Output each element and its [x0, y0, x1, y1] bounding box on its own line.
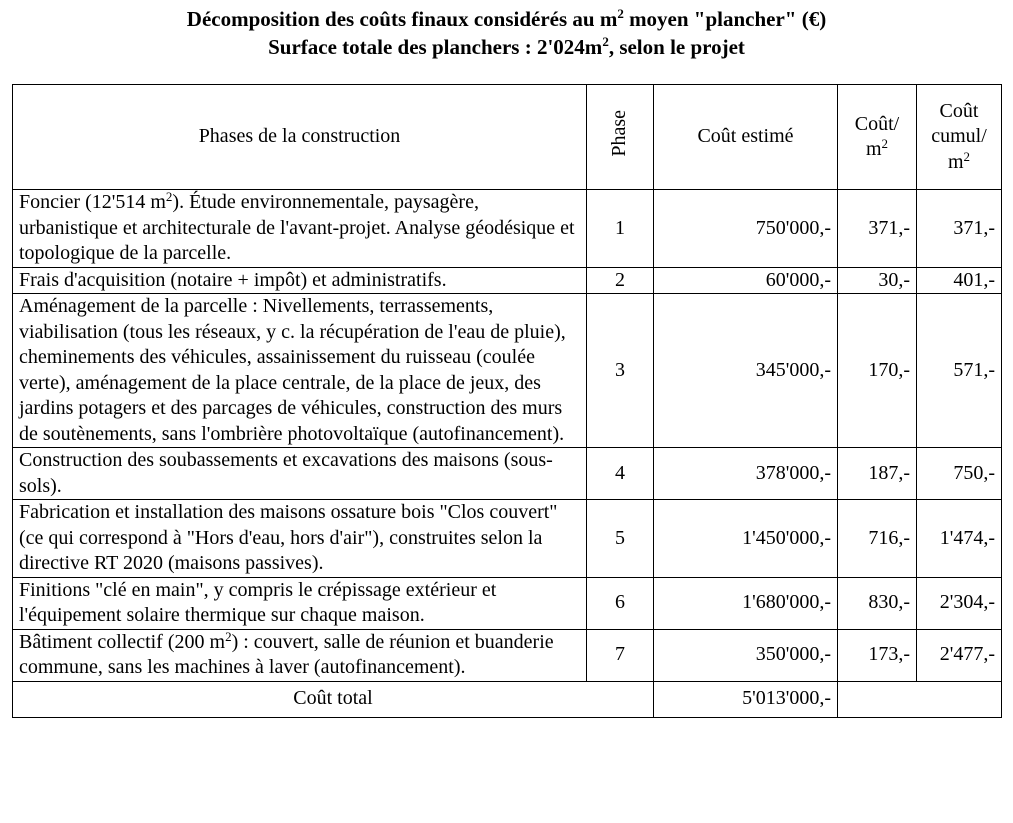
total-row: [13, 681, 1002, 717]
cost-per-m2: 170,-: [838, 294, 917, 448]
cost-per-m2: 173,-: [838, 629, 917, 681]
title-line-2: Surface totale des planchers : $2'024m^2$, selon le projet: [268, 34, 745, 59]
cost-table: [12, 84, 1002, 718]
phase-number: 6: [587, 577, 654, 629]
document-title: [0, 5, 1013, 61]
phase-description: Fabrication et installation des maisons ossature bois "Clos couvert" (ce qui correspond à "Hors d'eau, hors d'air"), construites selon la directive RT 2020 (maisons passives).: [13, 500, 587, 578]
cumulative-cost-per-m2: 750,-: [917, 448, 1002, 500]
estimated-cost: 1'680'000,-: [654, 577, 838, 629]
total-label: Coût total: [13, 681, 654, 717]
cost-per-m2: 187,-: [838, 448, 917, 500]
total-empty-cell: [838, 681, 1002, 717]
cumulative-cost-per-m2: 1'474,-: [917, 500, 1002, 578]
phase-description: Construction des soubassements et excavations des maisons (sous-sols).: [13, 448, 587, 500]
total-cost: 5'013'000,-: [654, 681, 838, 717]
header-phases: Phases de la construction: [13, 85, 587, 190]
phase-number: 2: [587, 267, 654, 294]
cost-per-m2: 830,-: [838, 577, 917, 629]
phase-description: Bâtiment collectif (200 $m^2$) : couvert, salle de réunion et buanderie commune, sans les machines à laver (autofinancement).: [13, 629, 587, 681]
header-row: [13, 85, 1002, 190]
phase-description: Finitions "clé en main", y compris le crépissage extérieur et l'équipement solaire thermique sur chaque maison.: [13, 577, 587, 629]
cost-per-m2: 30,-: [838, 267, 917, 294]
cumulative-cost-per-m2: 371,-: [917, 190, 1002, 268]
estimated-cost: 345'000,-: [654, 294, 838, 448]
header-cout-m2: Coût/ $m^2$: [838, 85, 917, 190]
header-cout-cumul-m2: Coût cumul/ $m^2$: [917, 85, 1002, 190]
table-row: [13, 500, 1002, 578]
estimated-cost: 378'000,-: [654, 448, 838, 500]
title-line-1: Décomposition des coûts finaux considérés au $m^2$ moyen "plancher" (€): [186, 6, 827, 31]
cost-per-m2: 371,-: [838, 190, 917, 268]
table-row: [13, 190, 1002, 268]
header-phase: Phase: [587, 85, 654, 190]
table-row: [13, 448, 1002, 500]
table-row: [13, 267, 1002, 294]
estimated-cost: 60'000,-: [654, 267, 838, 294]
phase-description: Foncier (12'514 $m^2$). Étude environnementale, paysagère, urbanistique et architecturale de l'avant-projet. Analyse géodésique et topologique de la parcelle.: [13, 190, 587, 268]
table-row: [13, 629, 1002, 681]
phase-number: 1: [587, 190, 654, 268]
header-cout-estime: Coût estimé: [654, 85, 838, 190]
cost-per-m2: 716,-: [838, 500, 917, 578]
cumulative-cost-per-m2: 571,-: [917, 294, 1002, 448]
estimated-cost: 750'000,-: [654, 190, 838, 268]
estimated-cost: 350'000,-: [654, 629, 838, 681]
cumulative-cost-per-m2: 2'304,-: [917, 577, 1002, 629]
phase-number: 7: [587, 629, 654, 681]
phase-description: Aménagement de la parcelle : Nivellements, terrassements, viabilisation (tous les réseaux, y c. la récupération de l'eau de pluie), cheminements des véhicules, assainissement du ruisseau (coulée verte), aménagement de la place centrale, de la place de jeux, des jardins potagers et des parcages de véhicules, construction des murs de soutènements, sans l'ombrière photovoltaïque (autofinancement).: [13, 294, 587, 448]
cumulative-cost-total: 2'477,-: [917, 629, 1002, 681]
phase-number: 4: [587, 448, 654, 500]
phase-description: Frais d'acquisition (notaire + impôt) et administratifs.: [13, 267, 587, 294]
phase-number: 3: [587, 294, 654, 448]
phase-number: 5: [587, 500, 654, 578]
table-row: [13, 577, 1002, 629]
table-row: [13, 294, 1002, 448]
estimated-cost: 1'450'000,-: [654, 500, 838, 578]
cumulative-cost-per-m2: 401,-: [917, 267, 1002, 294]
